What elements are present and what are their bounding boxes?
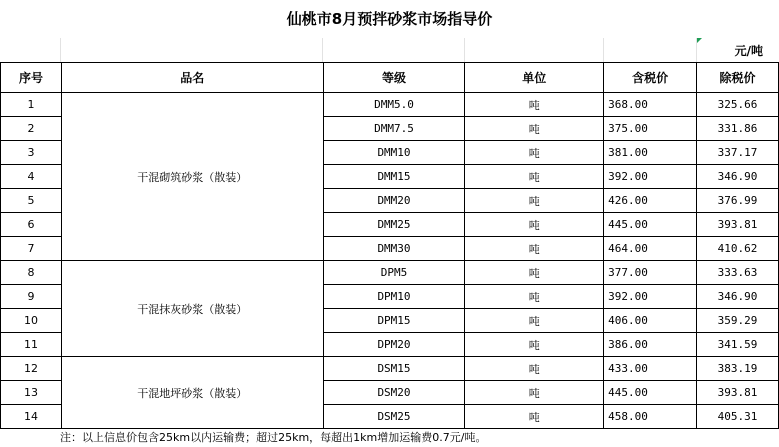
price-tax: 381.00 [604, 141, 697, 165]
unit: 吨 [465, 93, 604, 117]
grade: DPM20 [323, 333, 465, 357]
price-tax: 386.00 [604, 333, 697, 357]
row-no: 4 [1, 165, 62, 189]
grade: DPM15 [323, 309, 465, 333]
table-row [1, 357, 779, 381]
price-notax: 383.19 [697, 357, 779, 381]
price-table [0, 62, 779, 429]
grade: DMM15 [323, 165, 465, 189]
blank-cell [61, 38, 323, 62]
price-tax: 433.00 [604, 357, 697, 381]
row-no: 6 [1, 213, 62, 237]
row-no: 2 [1, 117, 62, 141]
grade: DSM15 [323, 357, 465, 381]
unit: 吨 [465, 213, 604, 237]
price-tax: 368.00 [604, 93, 697, 117]
grade: DSM20 [323, 381, 465, 405]
price-tax: 406.00 [604, 309, 697, 333]
price-notax: 337.17 [697, 141, 779, 165]
row-no: 10 [1, 309, 62, 333]
price-tax: 392.00 [604, 165, 697, 189]
price-tax: 458.00 [604, 405, 697, 429]
page-title: 仙桃市8月预拌砂浆市场指导价 [286, 10, 493, 28]
table-row [1, 93, 779, 117]
price-tax: 445.00 [604, 213, 697, 237]
table-header-row [1, 63, 779, 93]
table-row [1, 261, 779, 285]
unit: 吨 [465, 189, 604, 213]
price-notax: 333.63 [697, 261, 779, 285]
price-notax: 331.86 [697, 117, 779, 141]
price-tax: 464.00 [604, 237, 697, 261]
grade: DMM5.0 [323, 93, 465, 117]
row-no: 12 [1, 357, 62, 381]
price-notax: 325.66 [697, 93, 779, 117]
product-name: 干混砌筑砂浆（散装） [61, 93, 323, 261]
blank-cell [0, 38, 61, 62]
row-no: 13 [1, 381, 62, 405]
footnote: 注：以上信息价包含25km以内运输费；超过25km，每超出1km增加运输费0.7元/吨。 [60, 431, 487, 444]
blank-cell [465, 38, 604, 62]
row-no: 3 [1, 141, 62, 165]
price-notax: 359.29 [697, 309, 779, 333]
unit: 吨 [465, 261, 604, 285]
price-tax: 377.00 [604, 261, 697, 285]
price-tax: 426.00 [604, 189, 697, 213]
grade: DMM25 [323, 213, 465, 237]
header-price-notax: 除税价 [697, 63, 779, 93]
unit: 吨 [465, 309, 604, 333]
unit: 吨 [465, 333, 604, 357]
grade: DMM7.5 [323, 117, 465, 141]
unit-label: 元/吨 [734, 44, 763, 58]
row-no: 9 [1, 285, 62, 309]
unit: 吨 [465, 117, 604, 141]
grade: DSM25 [323, 405, 465, 429]
product-name: 干混抹灰砂浆（散装） [61, 261, 323, 357]
price-notax: 346.90 [697, 165, 779, 189]
price-notax: 341.59 [697, 333, 779, 357]
header-grade: 等级 [323, 63, 465, 93]
price-tax: 375.00 [604, 117, 697, 141]
price-notax: 405.31 [697, 405, 779, 429]
row-no: 7 [1, 237, 62, 261]
price-notax: 393.81 [697, 381, 779, 405]
cell-comment-marker [697, 38, 702, 43]
price-tax: 445.00 [604, 381, 697, 405]
header-no: 序号 [1, 63, 62, 93]
header-price-tax: 含税价 [604, 63, 697, 93]
price-notax: 393.81 [697, 213, 779, 237]
row-no: 11 [1, 333, 62, 357]
grade: DMM10 [323, 141, 465, 165]
table-body [1, 93, 779, 429]
grade: DPM10 [323, 285, 465, 309]
unit: 吨 [465, 285, 604, 309]
header-product: 品名 [61, 63, 323, 93]
grade: DPM5 [323, 261, 465, 285]
unit: 吨 [465, 141, 604, 165]
header-unit: 单位 [465, 63, 604, 93]
price-notax: 410.62 [697, 237, 779, 261]
grade: DMM20 [323, 189, 465, 213]
price-notax: 346.90 [697, 285, 779, 309]
row-no: 1 [1, 93, 62, 117]
product-name: 干混地坪砂浆（散装） [61, 357, 323, 429]
unit: 吨 [465, 357, 604, 381]
unit: 吨 [465, 237, 604, 261]
grade: DMM30 [323, 237, 465, 261]
row-no: 5 [1, 189, 62, 213]
blank-cell [604, 38, 697, 62]
unit: 吨 [465, 165, 604, 189]
unit-row [0, 38, 779, 62]
price-tax: 392.00 [604, 285, 697, 309]
unit: 吨 [465, 405, 604, 429]
unit: 吨 [465, 381, 604, 405]
row-no: 14 [1, 405, 62, 429]
price-notax: 376.99 [697, 189, 779, 213]
blank-cell [323, 38, 465, 62]
row-no: 8 [1, 261, 62, 285]
